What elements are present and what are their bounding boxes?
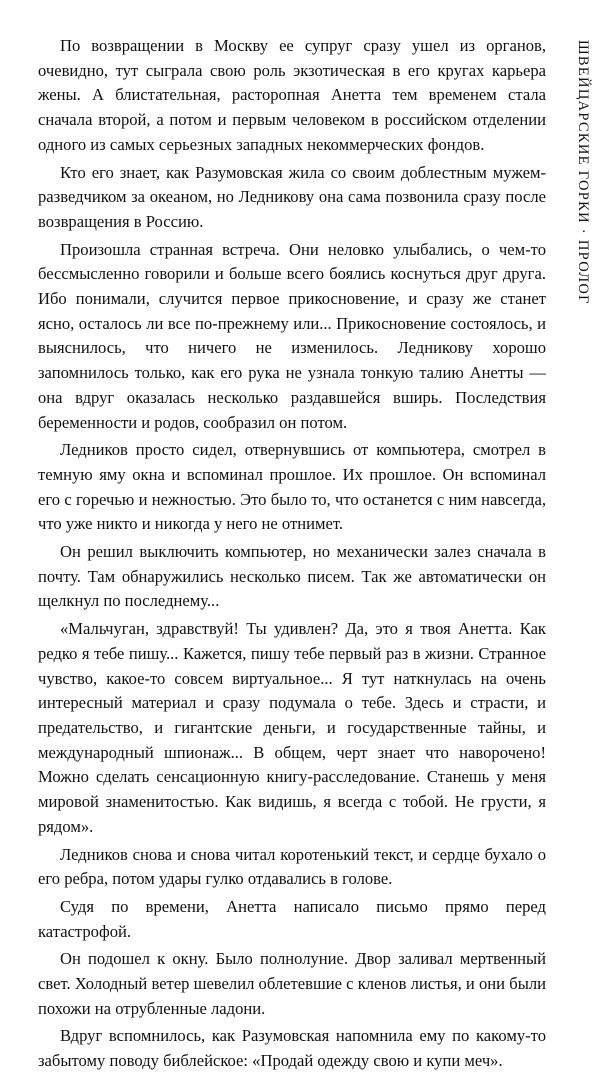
paragraph-6: «Мальчуган, здравствуй! Ты удивлен? Да, это я твоя Анетта. Как редко я тебе пишу... Кажется, пишу тебе первый раз в жизни. Странное чувство, какое-то совсем виртуальное... Я тут наткнулась на очень интересный материал и сразу подумала о тебе. Здесь и страсти, и предательство, и гигантские деньги, и государственные тайны, и международный шпионаж... В общем, черт знает что наворочено! Можно сделать сенсационную книгу-расследование. Станешь у меня мировой знаменитостью. Как видишь, я всегда с тобой. Не грусти, я рядом».	[38, 619, 546, 836]
paragraph-2: Кто его знает, как Разумовская жила со своим доблестным мужем-разведчиком за океаном, но Ледникову она сама позвонила сразу после возвращения в Россию.	[38, 162, 546, 231]
paragraph-7: Ледников снова и снова читал коротенький текст, и сердце бухало о его ребра, потом удары гулко отдавались в голове.	[38, 844, 546, 889]
body-text	[38, 34, 546, 1074]
running-head: ШВЕЙЦАРСКИЕ ГОРКИ · ПРОЛОГ	[575, 40, 591, 305]
paragraph-1: По возвращении в Москву ее супруг сразу ушел из органов, очевидно, тут сыграла свою роль экзотическая в его кругах карьера жены. А блистательная, расторопная Анетта тем временем стала сначала второй, а потом и первым человеком в российском отделении одного из самых серьезных западных некоммерческих фондов.	[38, 36, 546, 154]
paragraph-10: Вдруг вспомнилось, как Разумовская напомнила ему по какому-то забытому поводу библейское: «Продай одежду свою и купи меч».	[38, 1026, 546, 1071]
paragraph-8: Судя по времени, Анетта написало письмо прямо перед катастрофой.	[38, 896, 546, 941]
paragraph-3: Произошла странная встреча. Они неловко улыбались, о чем-то бессмысленно говорили и больше всего боялись коснуться друг друга. Ибо понимали, случится первое прикосновение, и сразу же станет ясно, осталось ли все по-прежнему или... Прикосновение состоялось, и выяснилось, что ничего не изменилось. Ледникову хорошо запомнилось только, как его рука не узнала тонкую талию Анетты — она вдруг оказалась несколько раздавшейся вширь. Последствия беременности и родов, сообразил он потом.	[38, 239, 546, 432]
paragraph-4: Ледников просто сидел, отвернувшись от компьютера, смотрел в темную яму окна и вспоминал прошлое. Их прошлое. Он вспоминал его с горечью и нежностью. Это было то, что останется с ним навсегда, что уже никто и никогда у него не отнимет.	[38, 440, 546, 534]
paragraph-9: Он подошел к окну. Было полнолуние. Двор заливал мертвенный свет. Холодный ветер шевелил облетевшие с кленов листья, и они были похожи на отрубленные ладони.	[38, 949, 546, 1018]
paragraph-5: Он решил выключить компьютер, но механически залез сначала в почту. Там обнаружились несколько писем. Так же автоматически он щелкнул по последнему...	[38, 542, 546, 611]
